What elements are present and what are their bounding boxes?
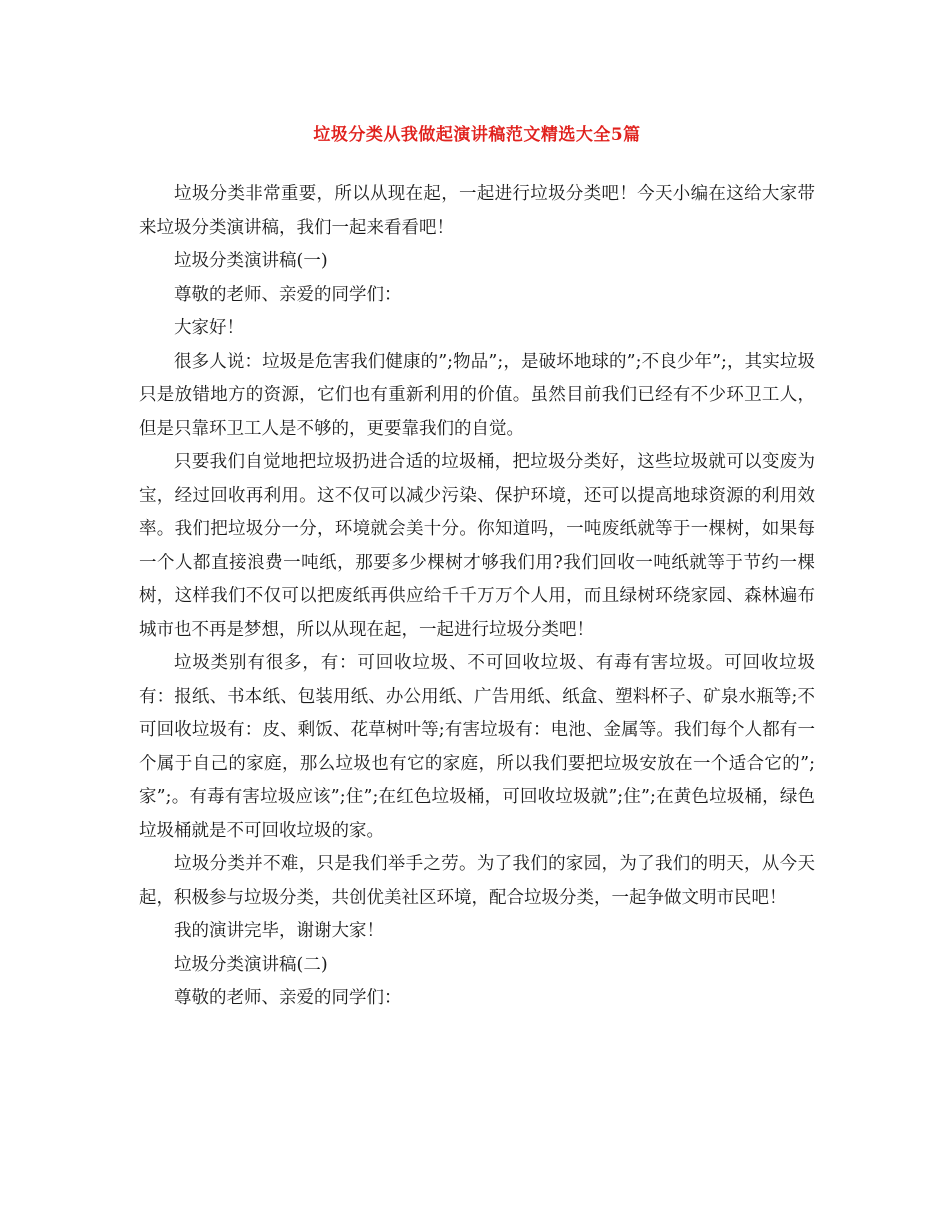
greeting: 大家好！ xyxy=(174,318,244,338)
paragraph-intro: 垃圾分类非常重要，所以从现在起，一起进行垃圾分类吧！今天小编在这给大家带来垃圾分类演讲稿，我们一起来看看吧！ xyxy=(139,184,815,238)
paragraph: 很多人说：垃圾是危害我们健康的”;物品”;，是破坏地球的”;不良少年”;，其实垃圾只是放错地方的资源，它们也有重新利用的价值。虽然目前我们已经有不少环卫工人，但是只靠环卫工人是不够的，更要靠我们的自觉。 xyxy=(139,351,815,439)
salutation: 尊敬的老师、亲爱的同学们： xyxy=(174,284,402,305)
document-title: 垃圾分类从我做起演讲稿范文精选大全5篇 xyxy=(313,125,641,145)
document-body xyxy=(139,178,815,1016)
salutation: 尊敬的老师、亲爱的同学们： xyxy=(174,988,402,1008)
closing: 我的演讲完毕，谢谢大家！ xyxy=(174,921,384,941)
document-page xyxy=(139,118,815,1016)
section-heading-2: 垃圾分类演讲稿(二) xyxy=(174,954,328,975)
section-heading-1: 垃圾分类演讲稿(一) xyxy=(174,251,328,271)
paragraph: 只要我们自觉地把垃圾扔进合适的垃圾桶，把垃圾分类好，这些垃圾就可以变废为宝，经过回收再利用。这不仅可以减少污染、保护环境，还可以提高地球资源的利用效率。我们把垃圾分一分，环境就会美十分。你知道吗，一吨废纸就等于一棵树，如果每一个人都直接浪费一吨纸，那要多少棵树才够我们用?我们回收一吨纸就等于节约一棵树，这样我们不仅可以把废纸再供应给千千万万个人用，而且绿树环绕家园、森林遍布城市也不再是梦想，所以从现在起，一起进行垃圾分类吧！ xyxy=(139,452,815,640)
paragraph: 垃圾分类并不难，只是我们举手之劳。为了我们的家园，为了我们的明天，从今天起，积极参与垃圾分类，共创优美社区环境，配合垃圾分类，一起争做文明市民吧！ xyxy=(139,854,815,908)
paragraph: 垃圾类别有很多，有：可回收垃圾、不可回收垃圾、有毒有害垃圾。可回收垃圾有：报纸、书本纸、包装用纸、办公用纸、广告用纸、纸盒、塑料杯子、矿泉水瓶等;不可回收垃圾有：皮、剩饭、花草树叶等;有害垃圾有：电池、金属等。我们每个人都有一个属于自己的家庭，那么垃圾也有它的家庭，所以我们要把垃圾安放在一个适合它的”;家”;。有毒有害垃圾应该”;住”;在红色垃圾桶，可回收垃圾就”;住”;在黄色垃圾桶，绿色垃圾桶就是不可回收垃圾的家。 xyxy=(139,653,815,841)
